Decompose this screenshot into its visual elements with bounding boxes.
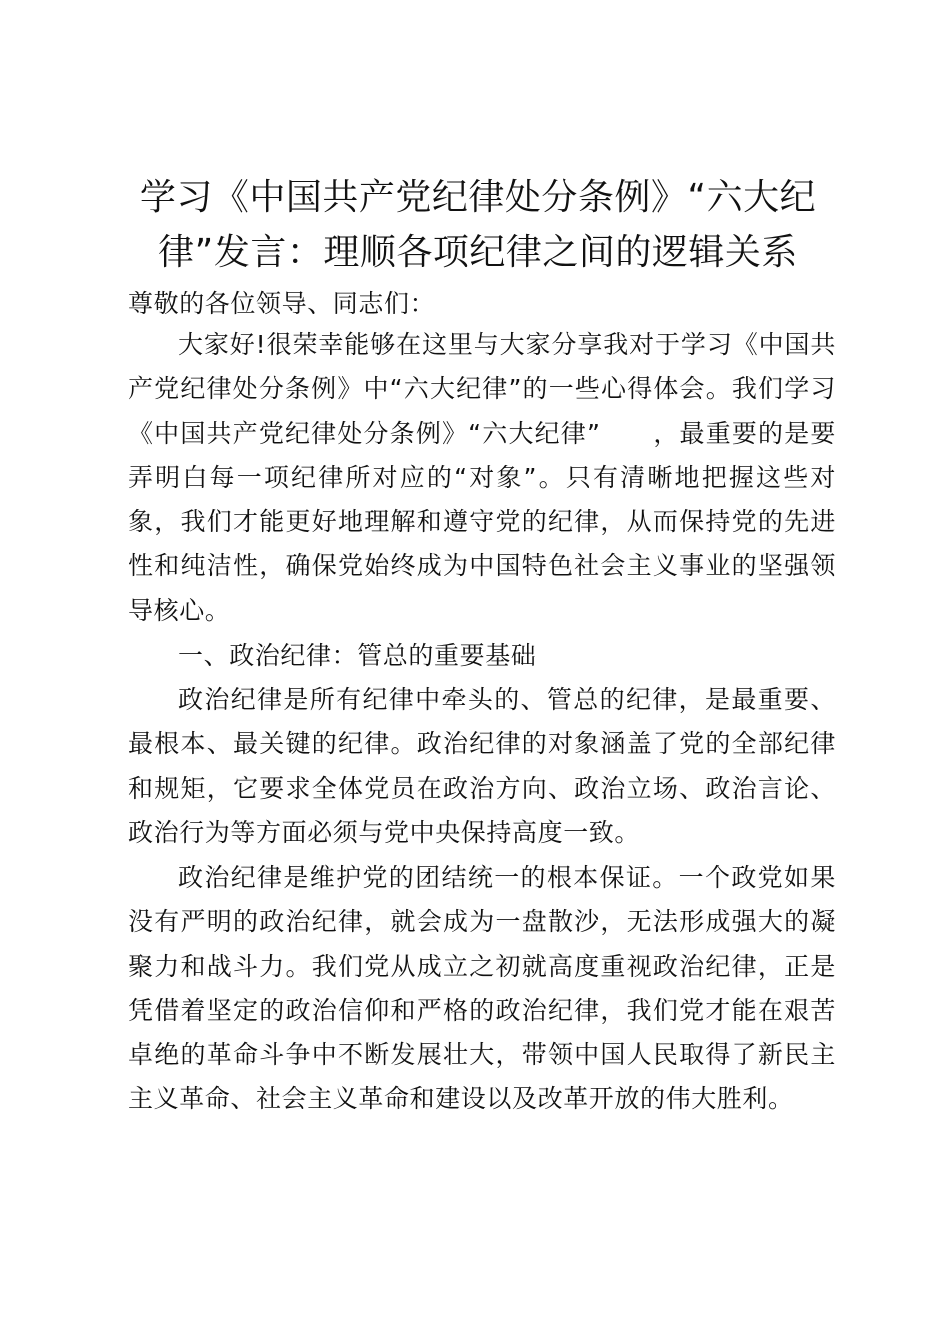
section-heading: 一、政治纪律：管总的重要基础 bbox=[178, 641, 537, 670]
section-paragraph-2: 政治纪律是维护党的团结统一的根本保证。一个政党如果没有严明的政治纪律，就会成为一盘散沙，无法形成强大的凝聚力和战斗力。我们党从成立之初就高度重视政治纪律，正是凭借着坚定的政治信仰和严格的政治纪律，我们党才能在艰苦卓绝的革命斗争中不断发展壮大，带领中国人民取得了新民主主义革命、社会主义革命和建设以及改革开放的伟大胜利。 bbox=[128, 863, 836, 1114]
intro-paragraph: 大家好!很荣幸能够在这里与大家分享我对于学习《中国共产党纪律处分条例》中“六大纪律”的一些心得体会。我们学习《中国共产党纪律处分条例》“六大纪律” ，最重要的是要弄明白每一项纪律所对应的“对象”。只有清晰地把握这些对象，我们才能更好地理解和遵守党的纪律，从而保持党的先进性和纯洁性，确保党始终成为中国特色社会主义事业的坚强领导核心。 bbox=[128, 330, 836, 625]
section-paragraph-1: 政治纪律是所有纪律中牵头的、管总的纪律，是最重要、最根本、最关键的纪律。政治纪律的对象涵盖了党的全部纪律和规矩，它要求全体党员在政治方向、政治立场、政治言论、政治行为等方面必须与党中央保持高度一致。 bbox=[128, 685, 836, 847]
document-title: 学习《中国共产党纪律处分条例》“六大纪律”发言：理顺各项纪律之间的逻辑关系 bbox=[139, 177, 817, 273]
salutation: 尊敬的各位领导、同志们： bbox=[128, 289, 436, 318]
